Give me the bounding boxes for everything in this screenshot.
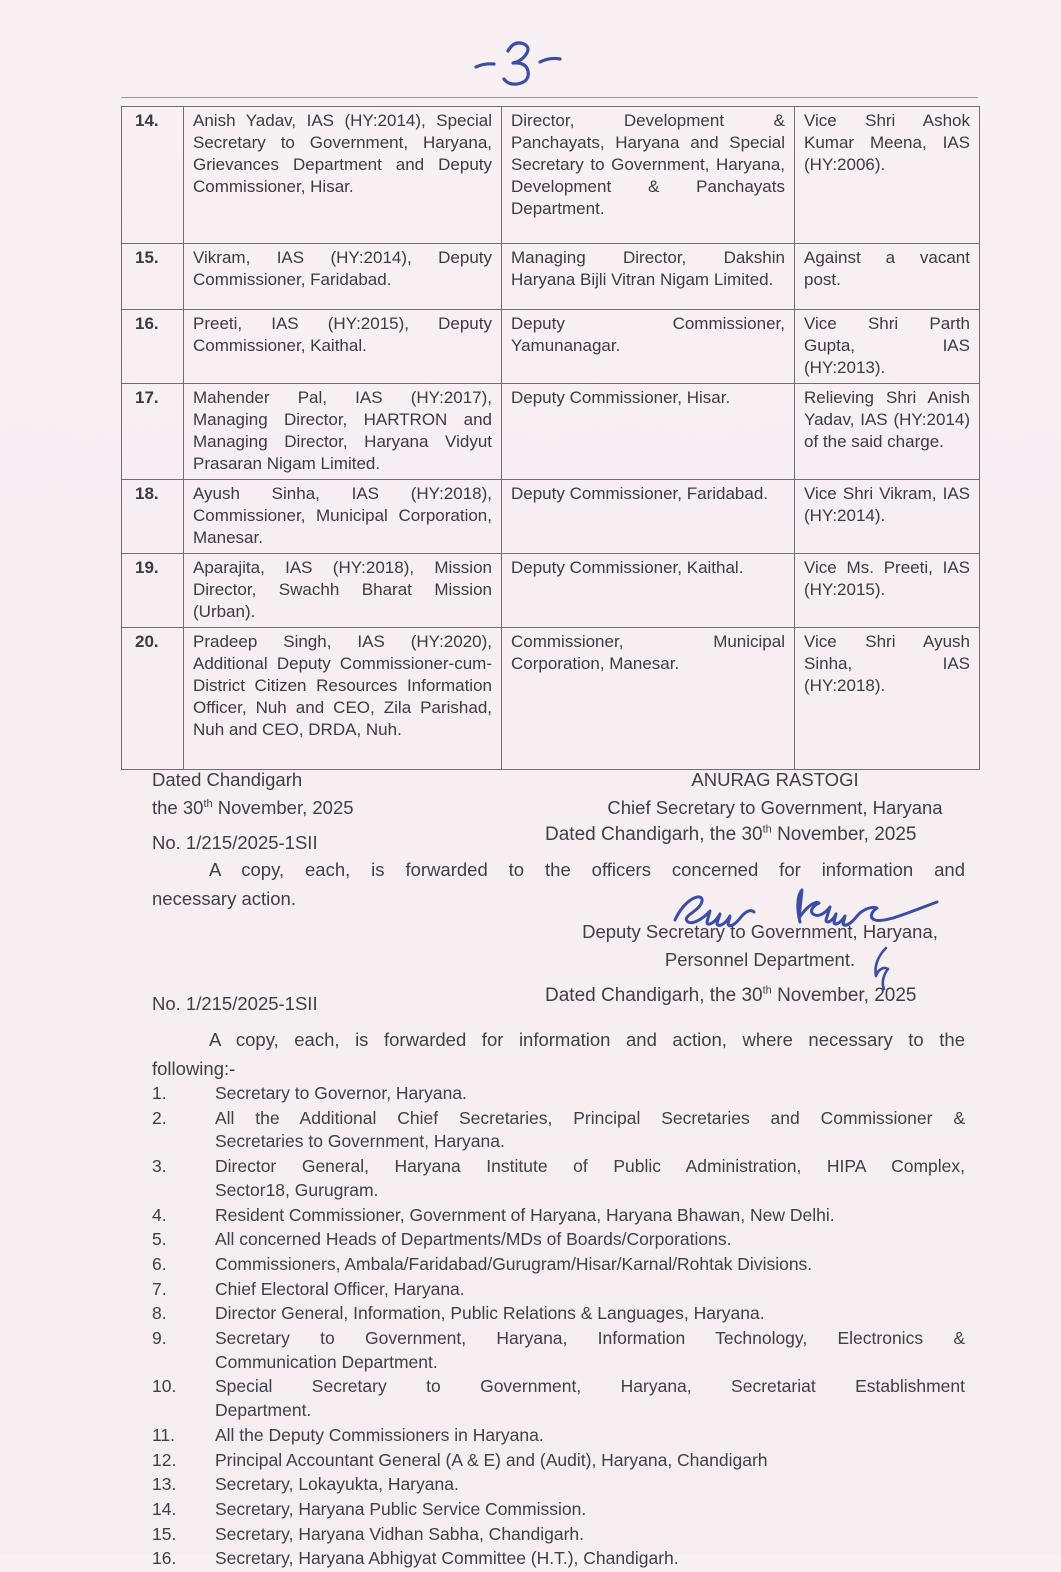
recipient-item [152, 1204, 965, 1228]
recipient-num: 10. [152, 1376, 177, 1397]
table-row [122, 107, 980, 244]
recipient-text-line: All the Deputy Commissioners in Haryana. [215, 1424, 544, 1445]
paragraph-line: A copy, each, is forwarded to the officers concerned for information and [209, 859, 965, 880]
date-superscript: th [203, 797, 213, 810]
paragraph-line: A copy, each, is forwarded for information and action, where necessary to the [209, 1029, 965, 1050]
cell-serial: 14. [122, 107, 184, 244]
recipient-num: 14. [152, 1498, 177, 1519]
recipient-text-line: Chief Electoral Officer, Haryana. [215, 1278, 465, 1299]
date-text: November, 2025 [771, 824, 917, 845]
cell-remarks: Vice Ms. Preeti, IAS (HY:2015). [795, 554, 980, 628]
recipient-text [215, 1278, 965, 1302]
cell-posting: Deputy Commissioner, Kaithal. [502, 554, 795, 628]
recipient-text [215, 1424, 965, 1448]
recipient-text [215, 1107, 965, 1154]
flourish-stroke [875, 948, 888, 989]
recipient-text-line: Special Secretary to Government, Haryana, Secretariat Establishment [215, 1376, 965, 1397]
cell-posting: Managing Director, Dakshin Haryana Bijli Vitran Nigam Limited. [502, 244, 795, 310]
recipient-num: 6. [152, 1253, 167, 1274]
cell-posting: Deputy Commissioner, Yamunanagar. [502, 310, 795, 384]
recipient-text-line: Director General, Haryana Institute of Public Administration, HIPA Complex, [215, 1156, 965, 1177]
dateline-left [152, 766, 354, 822]
three-stroke [504, 43, 528, 84]
recipient-text-line: Principal Accountant General (A & E) and (Audit), Haryana, Chandigarh [215, 1449, 768, 1470]
ref-number: No. 1/215/2025-1SII [152, 993, 318, 1014]
cell-officer: Anish Yadav, IAS (HY:2014), Special Secretary to Government, Haryana, Grievances Department and Deputy Commissioner, Hisar. [184, 107, 502, 244]
transfer-table [121, 106, 980, 770]
recipient-item [152, 1302, 965, 1326]
recipient-text [215, 1498, 965, 1522]
recipient-text-line: Director General, Information, Public Relations & Languages, Haryana. [215, 1303, 765, 1324]
recipient-text-line: Secretary to Government, Haryana, Information Technology, Electronics & [215, 1328, 965, 1349]
recipient-text [215, 1375, 965, 1422]
table-row [122, 384, 980, 480]
dash-stroke [540, 58, 560, 62]
recipient-text-line: Secretary, Lokayukta, Haryana. [215, 1474, 459, 1495]
date-text: Dated Chandigarh, the 30 [545, 824, 763, 845]
recipient-item [152, 1523, 965, 1547]
recipient-text [215, 1228, 965, 1252]
cell-officer: Aparajita, IAS (HY:2018), Mission Director, Swachh Bharat Mission (Urban). [184, 554, 502, 628]
signer-title-2: Personnel Department. [664, 949, 856, 970]
recipient-num: 5. [152, 1229, 167, 1250]
recipient-num: 13. [152, 1474, 177, 1495]
recipient-text-line: Secretary, Haryana Vidhan Sabha, Chandigarh. [215, 1523, 585, 1544]
recipient-num: 11. [152, 1424, 176, 1445]
recipient-text [215, 1449, 965, 1473]
recipient-text-line: All the Additional Chief Secretaries, Principal Secretaries and Commissioner & [215, 1107, 965, 1128]
date-text: November, 2025 [771, 985, 917, 1006]
recipient-item-cutoff [152, 1547, 965, 1571]
signing-officer-block [545, 766, 1005, 822]
ref-date [545, 824, 917, 846]
recipient-item [152, 1082, 965, 1106]
date-text: Dated Chandigarh, the 30 [545, 985, 763, 1006]
recipient-text [215, 1473, 965, 1497]
date-superscript: th [762, 984, 772, 997]
cell-officer: Preeti, IAS (HY:2015), Deputy Commissioner, Kaithal. [184, 310, 502, 384]
cell-officer: Ayush Sinha, IAS (HY:2018), Commissioner, Municipal Corporation, Manesar. [184, 480, 502, 554]
cell-serial: 16. [122, 310, 184, 384]
recipient-text [215, 1302, 965, 1326]
recipient-text-line: Secretary, Haryana Abhigyat Committee (H.T.), Chandigarh. [215, 1548, 679, 1569]
recipient-text [215, 1253, 965, 1277]
recipient-text [215, 1547, 965, 1571]
recipient-text-line: Sector18, Gurugram. [215, 1179, 379, 1200]
date-text: November, 2025 [212, 797, 354, 818]
cell-serial: 18. [122, 480, 184, 554]
forwarding-paragraph-2 [152, 1026, 965, 1083]
cell-officer: Mahender Pal, IAS (HY:2017), Managing Director, HARTRON and Managing Director, Haryana Vidyut Prasaran Nigam Limited. [184, 384, 502, 480]
signer-title-1: Deputy Secretary to Government, Haryana, [582, 921, 938, 942]
paragraph-line: necessary action. [152, 887, 296, 909]
recipient-item [152, 1327, 965, 1374]
cell-serial: 15. [122, 244, 184, 310]
recipient-text-line: Communication Department. [215, 1351, 438, 1372]
cell-posting: Deputy Commissioner, Faridabad. [502, 480, 795, 554]
table-remnant-rule [121, 97, 978, 98]
cell-remarks: Relieving Shri Anish Yadav, IAS (HY:2014) of the said charge. [795, 384, 980, 480]
recipient-text [215, 1327, 965, 1374]
table-row [122, 554, 980, 628]
forwarding-signer-block [545, 918, 975, 974]
cell-remarks: Against a vacant post. [795, 244, 980, 310]
recipient-num: 2. [152, 1107, 167, 1128]
recipient-item [152, 1155, 965, 1202]
recipient-num: 4. [152, 1204, 167, 1225]
recipient-text [215, 1155, 965, 1202]
recipient-num: 16. [152, 1548, 177, 1569]
date-text: the 30 [152, 797, 204, 818]
cell-serial: 17. [122, 384, 184, 480]
table-row [122, 244, 980, 310]
page-number-handwritten [470, 36, 574, 92]
recipient-num: 15. [152, 1523, 177, 1544]
cell-remarks: Vice Shri Vikram, IAS (HY:2014). [795, 480, 980, 554]
cell-remarks: Vice Shri Ashok Kumar Meena, IAS (HY:2006). [795, 107, 980, 244]
recipient-num: 8. [152, 1303, 167, 1324]
cell-posting: Commissioner, Municipal Corporation, Manesar. [502, 628, 795, 770]
table-row [122, 480, 980, 554]
recipient-num: 12. [152, 1449, 177, 1470]
recipient-item [152, 1498, 965, 1522]
cell-remarks: Vice Shri Parth Gupta, IAS (HY:2013). [795, 310, 980, 384]
recipient-item [152, 1278, 965, 1302]
paragraph-line: following:- [152, 1057, 236, 1079]
recipient-text-line: Department. [215, 1400, 312, 1421]
cell-serial: 20. [122, 628, 184, 770]
recipient-item [152, 1449, 965, 1473]
cell-posting: Deputy Commissioner, Hisar. [502, 384, 795, 480]
ref-date [545, 985, 917, 1007]
recipient-text [215, 1204, 965, 1228]
dateline-date [152, 794, 354, 822]
dateline-place: Dated Chandigarh [152, 769, 303, 790]
officer-name: ANURAG RASTOGI [691, 769, 859, 790]
table-row [122, 628, 980, 770]
recipient-text-line: Secretary, Haryana Public Service Commission. [215, 1498, 587, 1519]
cell-remarks: Vice Shri Ayush Sinha, IAS (HY:2018). [795, 628, 980, 770]
recipient-text-line: Commissioners, Ambala/Faridabad/Gurugram/Hisar/Karnal/Rohtak Divisions. [215, 1253, 813, 1274]
dash-stroke [476, 64, 494, 67]
ref-number: No. 1/215/2025-1SII [152, 832, 318, 853]
recipient-text-line: Secretary to Governor, Haryana. [215, 1083, 467, 1103]
cell-serial: 19. [122, 554, 184, 628]
recipient-item [152, 1473, 965, 1497]
recipient-num: 7. [152, 1278, 167, 1299]
date-superscript: th [762, 823, 772, 836]
recipient-num: 9. [152, 1328, 167, 1349]
recipient-text-line: All concerned Heads of Departments/MDs of Boards/Corporations. [215, 1229, 732, 1250]
recipient-item [152, 1253, 965, 1277]
recipient-num: 1. [152, 1083, 167, 1103]
recipient-item [152, 1375, 965, 1422]
recipient-item [152, 1424, 965, 1448]
recipient-item [152, 1228, 965, 1252]
recipient-item [152, 1107, 965, 1154]
recipient-text-line: Secretaries to Government, Haryana. [215, 1131, 505, 1152]
recipients-list [152, 1082, 965, 1572]
cell-posting: Director, Development & Panchayats, Haryana and Special Secretary to Government, Haryana, Development & Panchayats Department. [502, 107, 795, 244]
recipient-text [215, 1082, 965, 1106]
table-row [122, 310, 980, 384]
officer-title: Chief Secretary to Government, Haryana [607, 797, 943, 818]
recipient-text-line: Resident Commissioner, Government of Haryana, Haryana Bhawan, New Delhi. [215, 1204, 835, 1225]
recipient-num: 3. [152, 1156, 167, 1177]
cell-officer: Vikram, IAS (HY:2014), Deputy Commissioner, Faridabad. [184, 244, 502, 310]
cell-officer: Pradeep Singh, IAS (HY:2020), Additional Deputy Commissioner-cum-District Citizen Resources Information Officer, Nuh and CEO, Zila Parishad, Nuh and CEO, DRDA, Nuh. [184, 628, 502, 770]
recipient-text [215, 1523, 965, 1547]
